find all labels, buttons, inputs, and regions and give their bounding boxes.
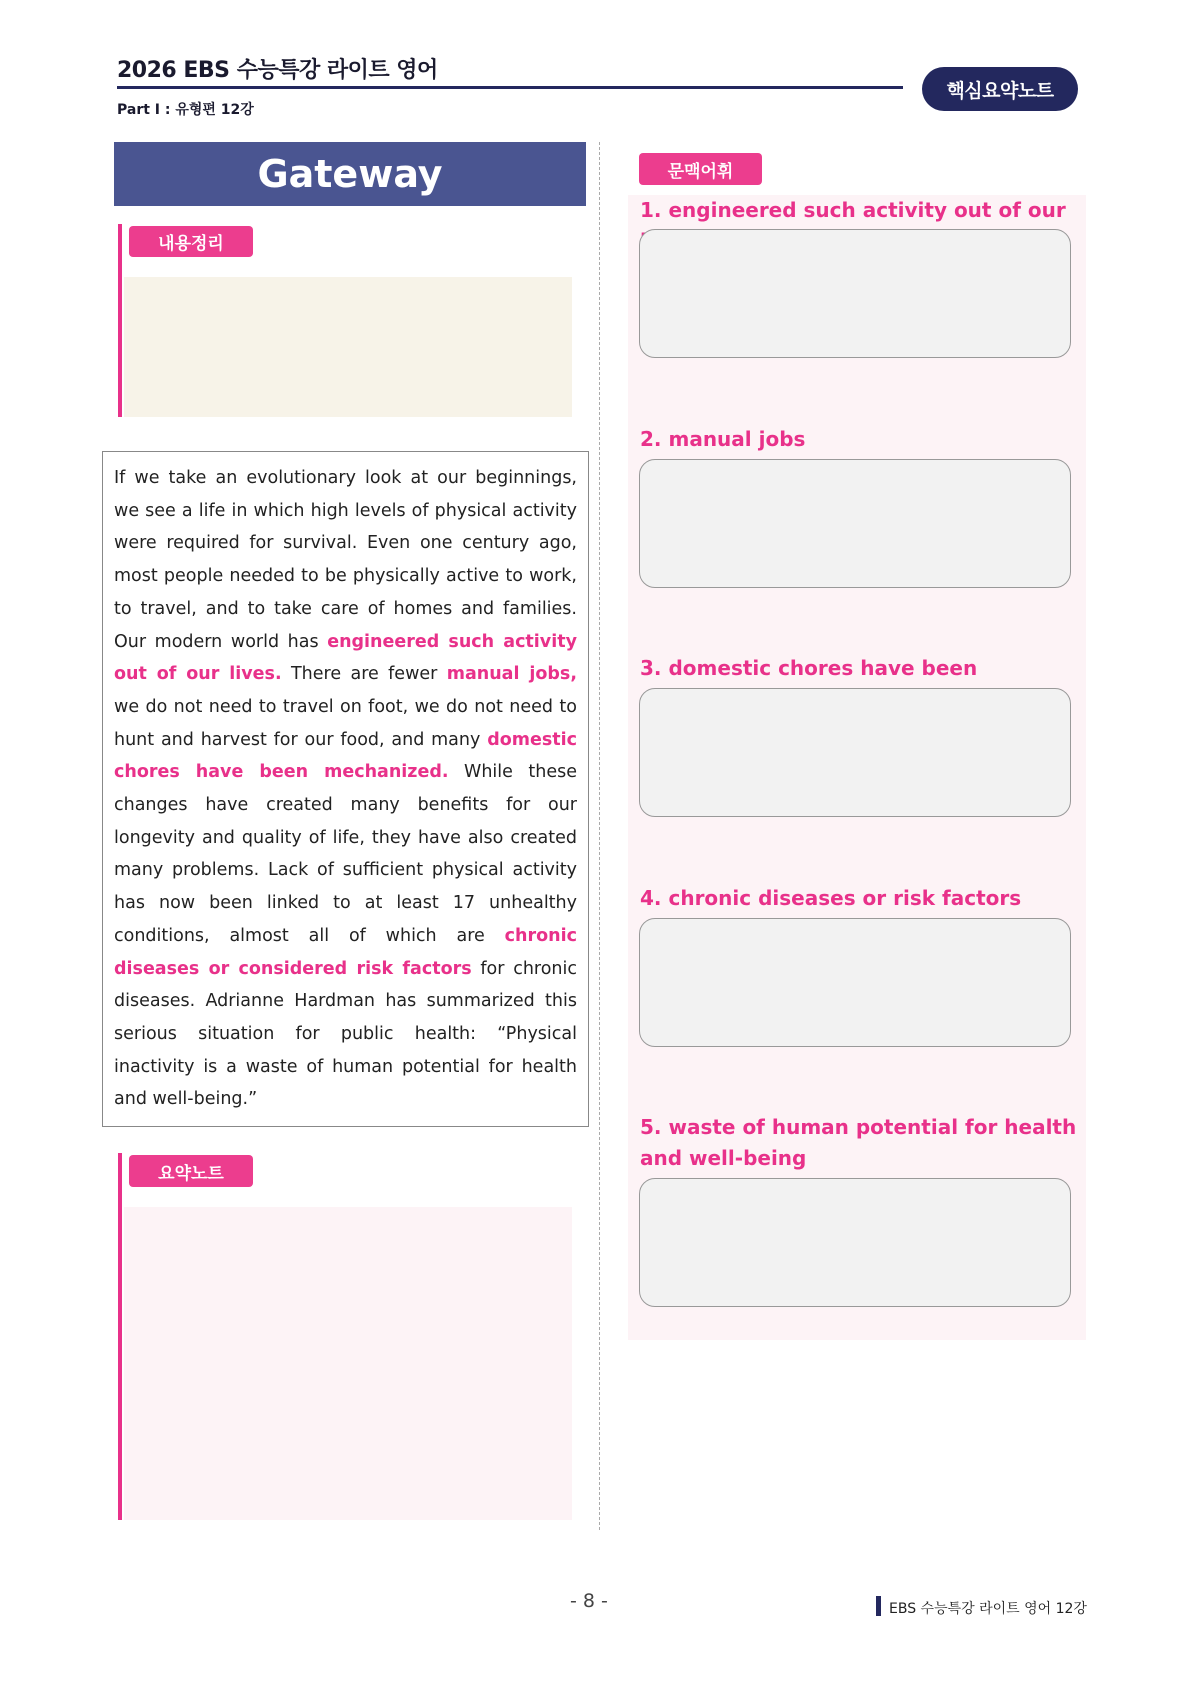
context-vocab-tag: 문맥어휘 <box>639 153 762 185</box>
highlighted-phrase: domestic chores have been mechanized. <box>114 729 577 783</box>
page-number: - 8 - <box>570 1590 608 1612</box>
passage-text: we do not need to travel on foot, we do not need to hunt and harvest for our food, and many <box>114 696 577 750</box>
vocab-answer-box-2[interactable] <box>639 459 1071 588</box>
passage-text: If we take an evolutionary look at our beginnings, we see a life in which high levels of physical activity were required for survival. Even one century ago, most people needed to be physically active to work, to travel, and to take care of homes and families. Our modern world has <box>114 468 577 652</box>
header-divider <box>117 86 903 89</box>
highlighted-phrase: chronic diseases or considered risk factors <box>114 925 577 979</box>
vocab-label-2: 2. manual jobs <box>640 427 806 451</box>
passage-text: There are fewer <box>281 664 447 685</box>
vocab-answer-box-3[interactable] <box>639 688 1071 817</box>
vocab-answer-box-4[interactable] <box>639 918 1071 1047</box>
column-divider <box>599 142 600 1530</box>
note-type-badge: 핵심요약노트 <box>922 67 1078 111</box>
vocab-answer-box-1[interactable] <box>639 229 1071 358</box>
highlighted-phrase: engineered such activity out of our lives. <box>114 631 577 685</box>
summary-note-area[interactable] <box>124 1207 572 1520</box>
passage-text: While these changes have created many benefits for our longevity and quality of life, they have also created many problems. Lack of sufficient physical activity has now been linked to at least 17 unhealthy conditions, almost all of which are <box>114 762 577 946</box>
content-summary-tag: 내용정리 <box>129 226 253 257</box>
notes-accent-bar <box>118 1153 122 1520</box>
part-label: Part Ⅰ : 유형편 12강 <box>117 102 254 118</box>
vocab-label-1: 1. engineered such activity out of our <box>640 198 1066 222</box>
vocab-label-4: 4. chronic diseases or risk factors <box>640 886 1022 910</box>
summary-accent-bar <box>118 224 122 417</box>
vocab-answer-box-5[interactable] <box>639 1178 1071 1307</box>
vocab-label-3: 3. domestic chores have been <box>640 656 978 680</box>
summary-note-tag: 요약노트 <box>129 1155 253 1187</box>
footer-label: EBS 수능특강 라이트 영어 12강 <box>889 1601 1087 1617</box>
vocab-label-5: 5. waste of human potential for health and well-being <box>640 1115 1077 1170</box>
reading-passage <box>102 451 589 1127</box>
highlighted-phrase: manual jobs, <box>446 664 577 685</box>
book-title: 2026 EBS 수능특강 라이트 영어 <box>117 58 438 83</box>
section-title-banner: Gateway <box>114 142 586 206</box>
footer-marker <box>876 1596 881 1616</box>
content-summary-area[interactable] <box>124 277 572 417</box>
passage-text: for chronic diseases. Adrianne Hardman has summarized this serious situation for public health: “Physical inactivity is a waste of human potential for health and well-being.” <box>114 958 577 1110</box>
